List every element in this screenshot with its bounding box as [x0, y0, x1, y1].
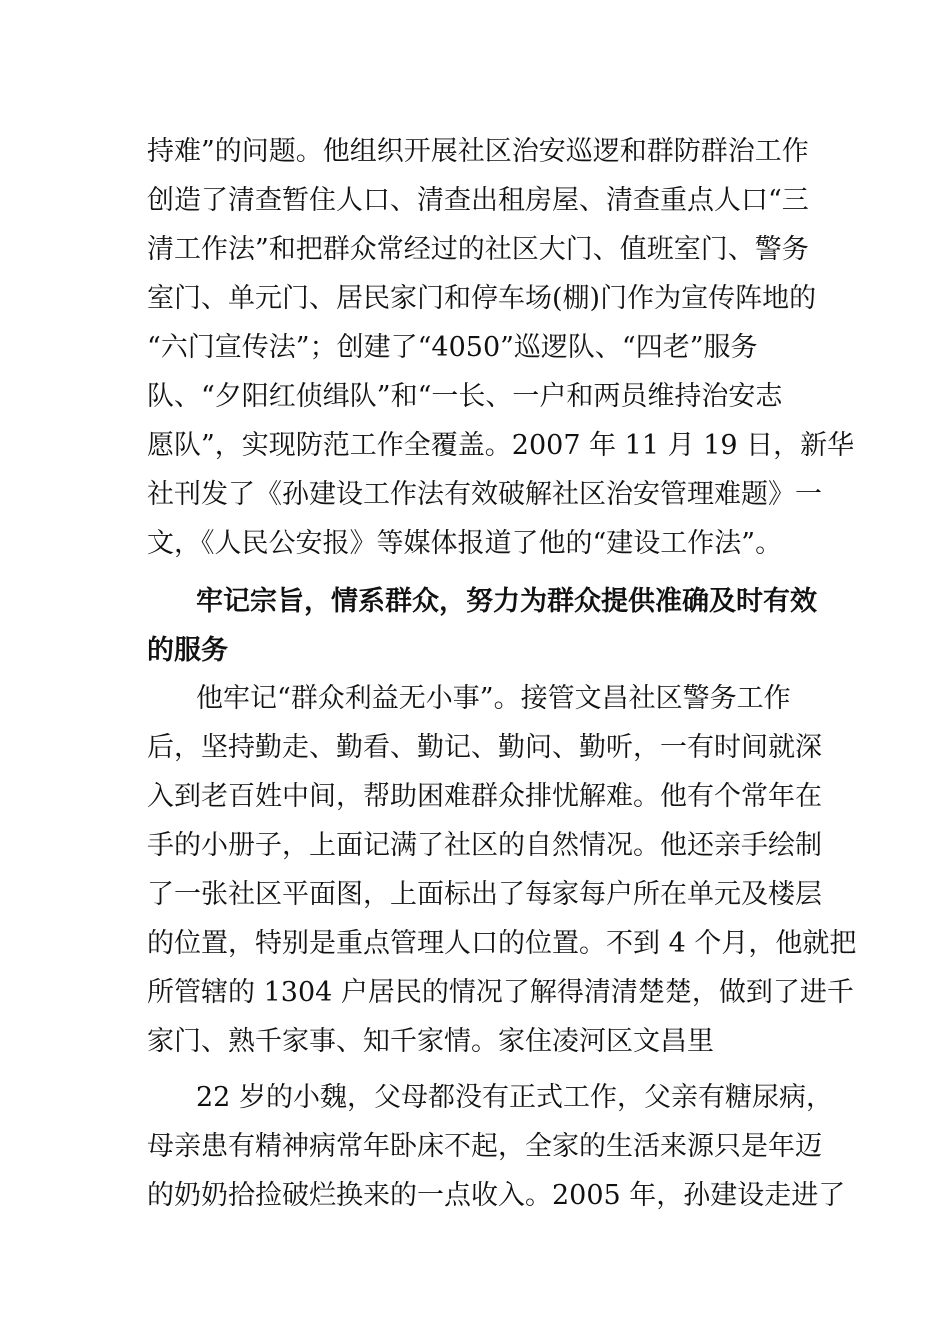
paragraph-1-line-5: [0, 324, 950, 372]
paragraph-1-line-3: [0, 226, 950, 274]
paragraph-3-line-1: [0, 1074, 950, 1122]
paragraph-1-line-1: [0, 128, 950, 176]
paragraph-3-line-3: [0, 1172, 950, 1220]
text-line: 所管辖的 1304 户居民的情况了解得清清楚楚，做到了进千: [147, 977, 854, 1008]
paragraph-2-line-8: [0, 1018, 950, 1066]
paragraph-2-line-5: [0, 871, 950, 919]
paragraph-1-line-4: [0, 275, 950, 323]
text-line: “六门宣传法”；创建了“4050”巡逻队、“四老”服务: [147, 332, 758, 363]
text-line: 家门、熟千家事、知千家情。家住凌河区文昌里: [147, 1026, 714, 1057]
text-line: 创造了清查暂住人口、清查出租房屋、清查重点人口“三: [147, 185, 809, 216]
paragraph-1-line-6: [0, 373, 950, 421]
text-line: 愿队”，实现防范工作全覆盖。2007 年 11 月 19 日，新华: [147, 430, 855, 461]
paragraph-1-line-2: [0, 177, 950, 225]
text-line: 的位置，特别是重点管理人口的位置。不到 4 个月，他就把: [147, 928, 857, 959]
paragraph-1-line-7: [0, 422, 950, 470]
text-line: 手的小册子，上面记满了社区的自然情况。他还亲手绘制: [147, 830, 822, 861]
text-line: 文，《人民公安报》等媒体报道了他的“建设工作法”。: [147, 528, 783, 559]
text-line: 后，坚持勤走、勤看、勤记、勤问、勤听，一有时间就深: [147, 732, 822, 763]
paragraph-2-line-1: [0, 675, 950, 723]
text-line: 22 岁的小魏，父母都没有正式工作，父亲有糖尿病，: [196, 1082, 833, 1113]
text-line: 持难”的问题。他组织开展社区治安巡逻和群防群治工作: [147, 136, 809, 167]
section-heading: 牢记宗旨，情系群众，努力为群众提供准确及时有效: [196, 586, 817, 617]
paragraph-2-line-4: [0, 822, 950, 870]
section-heading-line-1: [0, 578, 950, 626]
paragraph-2-line-2: [0, 724, 950, 772]
section-heading: 的服务: [147, 635, 228, 666]
text-line: 室门、单元门、居民家门和停车场(棚)门作为宣传阵地的: [147, 283, 817, 314]
section-heading-line-2: [0, 627, 950, 675]
paragraph-2-line-3: [0, 773, 950, 821]
text-line: 队、“夕阳红侦缉队”和“一长、一户和两员维持治安志: [147, 381, 783, 412]
paragraph-1-line-8: [0, 471, 950, 519]
paragraph-3-line-2: [0, 1123, 950, 1171]
text-line: 社刊发了《孙建设工作法有效破解社区治安管理难题》一: [147, 479, 822, 510]
paragraph-2-line-7: [0, 969, 950, 1017]
text-line: 母亲患有精神病常年卧床不起，全家的生活来源只是年迈: [147, 1131, 822, 1162]
text-line: 了一张社区平面图，上面标出了每家每户所在单元及楼层: [147, 879, 822, 910]
paragraph-1-line-9: [0, 520, 950, 568]
text-line: 的奶奶拾捡破烂换来的一点收入。2005 年，孙建设走进了: [147, 1180, 846, 1211]
text-line: 清工作法”和把群众常经过的社区大门、值班室门、警务: [147, 234, 809, 265]
text-line: 他牢记“群众利益无小事”。接管文昌社区警务工作: [196, 683, 791, 714]
text-line: 入到老百姓中间，帮助困难群众排忧解难。他有个常年在: [147, 781, 822, 812]
paragraph-2-line-6: [0, 920, 950, 968]
